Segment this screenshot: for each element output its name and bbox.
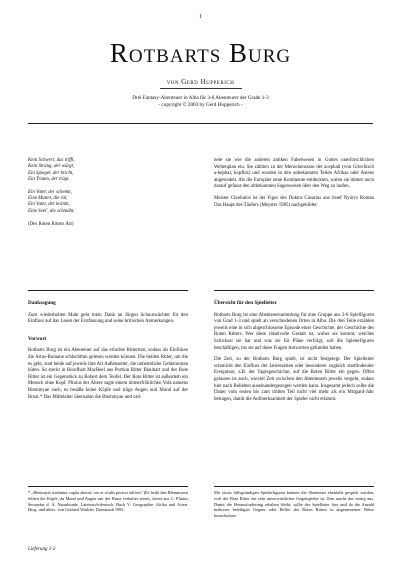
poem-verses	[28, 158, 188, 215]
subtitle	[0, 95, 401, 109]
paragraph: nete sie wie die anderen antiken Fabelwesen in Gottes unerforschlichen Weltenplan ein. Sie zählten zu der Menschenrasse der acephali (von Griechisch a-kephal, kopflos) und wurden in den unbekannten Teilen Afrikas oder Asiens angesiedelt. Als die Europäer neue Kontinente entdeckten, waren sie immer noch darauf gefasst den altbekannten Sagenwesen über den Weg zu laufen.	[214, 158, 374, 190]
footnote: * „Blemmyis traduntur capita abesse, ore et oculis pectori adfixis" (Es heißt den Blemmyern fehlen die Köpfe, da Mund und Augen mit der Brust verhaftet seien), zitiert aus C. Plinius Secundus d. Ä. Naturkunde. Lateinisch-deutsch. Buch V: Geographie: Afrika und Asien. Hrsg. und übers. von Gerhard Winkler. Darmstadt 1993.	[28, 490, 188, 513]
paragraph: Rotbarts Burg ist eine Abenteuersammlung für eine Gruppe aus 3-6 Spielfiguren von Grad 1-3 und spielt an verschiedenen Orten in Alba. Die drei Teile erzählen jeweils eine in sich abgeschlossene Episode einer Geschichte, der Geschichte des Roten Ritters. Wer diese rätselvolle Gestalt ist, woher sie kommt, welches Schicksal sie hat und was sie für Pläne verfolgt, soll die Spielerfiguren beschäftigen, bis sie auf diese Fragen Antworten gefunden haben.	[214, 312, 374, 351]
paragraph: Rotbarts Burg ist ein Abenteuer auf das erlachte Rittertum, sodass als Einflüsse die Artus-Romane schlechthin gelesen werden können. Die beiden Ritter, um die es geht, sind beide auf jeweils ihre Art Außenseiter, die unheimliche Geheimnisse hüten. So steckt in Rioufhart MacReel aus Portion Ritter Blauhart und der Rote Ritter ist ein Gegenstück zu Robert dem Teufel. Der Rote Ritter ist außerdem ein Mensch ohne Kopf. Plinius der Ältere sagte einem immerfröhlichen Volk namens Blemmyae nach, es besäße keine Köpfe und trüge Augen und Mund auf der Brust.* Das Mittelalter übernahm die Blemmyae und ord-	[28, 348, 188, 400]
poem-line: Eine Mutter, die rät,	[28, 196, 68, 202]
poem-line: Ein Vater, der kränkt,	[28, 202, 70, 208]
poem-source: (Des Roten Ritters Art)	[28, 222, 74, 228]
section-heading-danksagung: Danksagung	[28, 300, 56, 306]
paragraph: Zum wiederholten Male geht mein Dank an Jürgen Schnurwächter für den Einfluss auf das Lesen der Erstfassung und seine kritischen Anmerkungen.	[28, 312, 188, 325]
poem-line: Ein Spiegel, der bricht,	[28, 170, 74, 176]
poem-line: Kein Strang, der würgt,	[28, 164, 75, 170]
footer-delivery: Lieferung 1-2	[28, 547, 56, 552]
poem-line: Ein Traum, der trügt.	[28, 177, 70, 183]
footnote-divider	[28, 486, 188, 487]
byline: von Gerd Hupperich	[166, 78, 235, 86]
document-title: Rotbarts Burg	[109, 38, 292, 68]
poem-line: Kein Schwert, das trifft,	[28, 158, 75, 163]
byline-underline	[160, 88, 242, 89]
page-number: 1	[199, 14, 202, 20]
left-sections	[28, 300, 188, 406]
right-sections	[214, 300, 374, 408]
header-divider	[28, 123, 373, 124]
subtitle-line: Drei Fantasy-Abenteuer in Alba für 3-6 Abenteurer der Grade 1-3	[132, 95, 269, 101]
poem-block	[28, 158, 188, 229]
section-divider	[214, 486, 374, 487]
paragraph: Meister Cleobulos ist der Figur des Doktor Cäsarius aus Josef Nyárys Roman Das Haupt des Täufers (Meyster 1985) nachgebildet.	[214, 195, 374, 208]
poem-line: Ein Vater, der schenkt,	[28, 189, 72, 195]
subtitle-line: - copyright © 2003 by Gerd Hupperich -	[158, 102, 243, 108]
section-divider	[214, 290, 374, 291]
right-bottom-note: Mit etwas hilfsgründigen Spielerfiguren können die Abenteuer ebenfalls gespielt werden, weil der Rote Ritter ein sehr unverwüstlicher Gegenspieler ist. Ihm macht das wenig aus. Damit die Herausforderung erhalten bleibt, sollte der Spielleiter hier und da die Anzahl mehrerer beteiligter Gegner oder Helfer des Roten Ritters in angemessener Weise heraufsetzen.	[214, 490, 374, 519]
section-heading-uebersicht: Übersicht für den Spielleiter	[214, 300, 277, 306]
paragraph: Die Zeit, zu der Rotbarts Burg spielt, ist nicht festgelegt. Der Spielleiter schmückt den Einfluss der Jahreszeiten oder besonderer zugleich stattfindender Ereignisse, z.B. der Tagesgeschichte, auf die Roten Ritter ein gegen. Offen gelassen ist auch, wieviel Zeit zwischen den Abenteuern jeweils vergeht, sodass hier nach Belieben auseinandergezogen werden kann. Insgesamt jedoch sollte die Dauer vom ersten bis zum dritten Teil nicht viel mehr als ein Midgard-Jahr betragen, damit die Aufmerksamkeit der Spieler nicht erlahmt.	[214, 357, 374, 402]
poem-line: Eine Seel', die schmäht.	[28, 208, 75, 214]
section-heading-vorwort: Vorwort	[28, 335, 47, 342]
right-intro	[214, 158, 374, 214]
section-divider	[28, 290, 188, 291]
